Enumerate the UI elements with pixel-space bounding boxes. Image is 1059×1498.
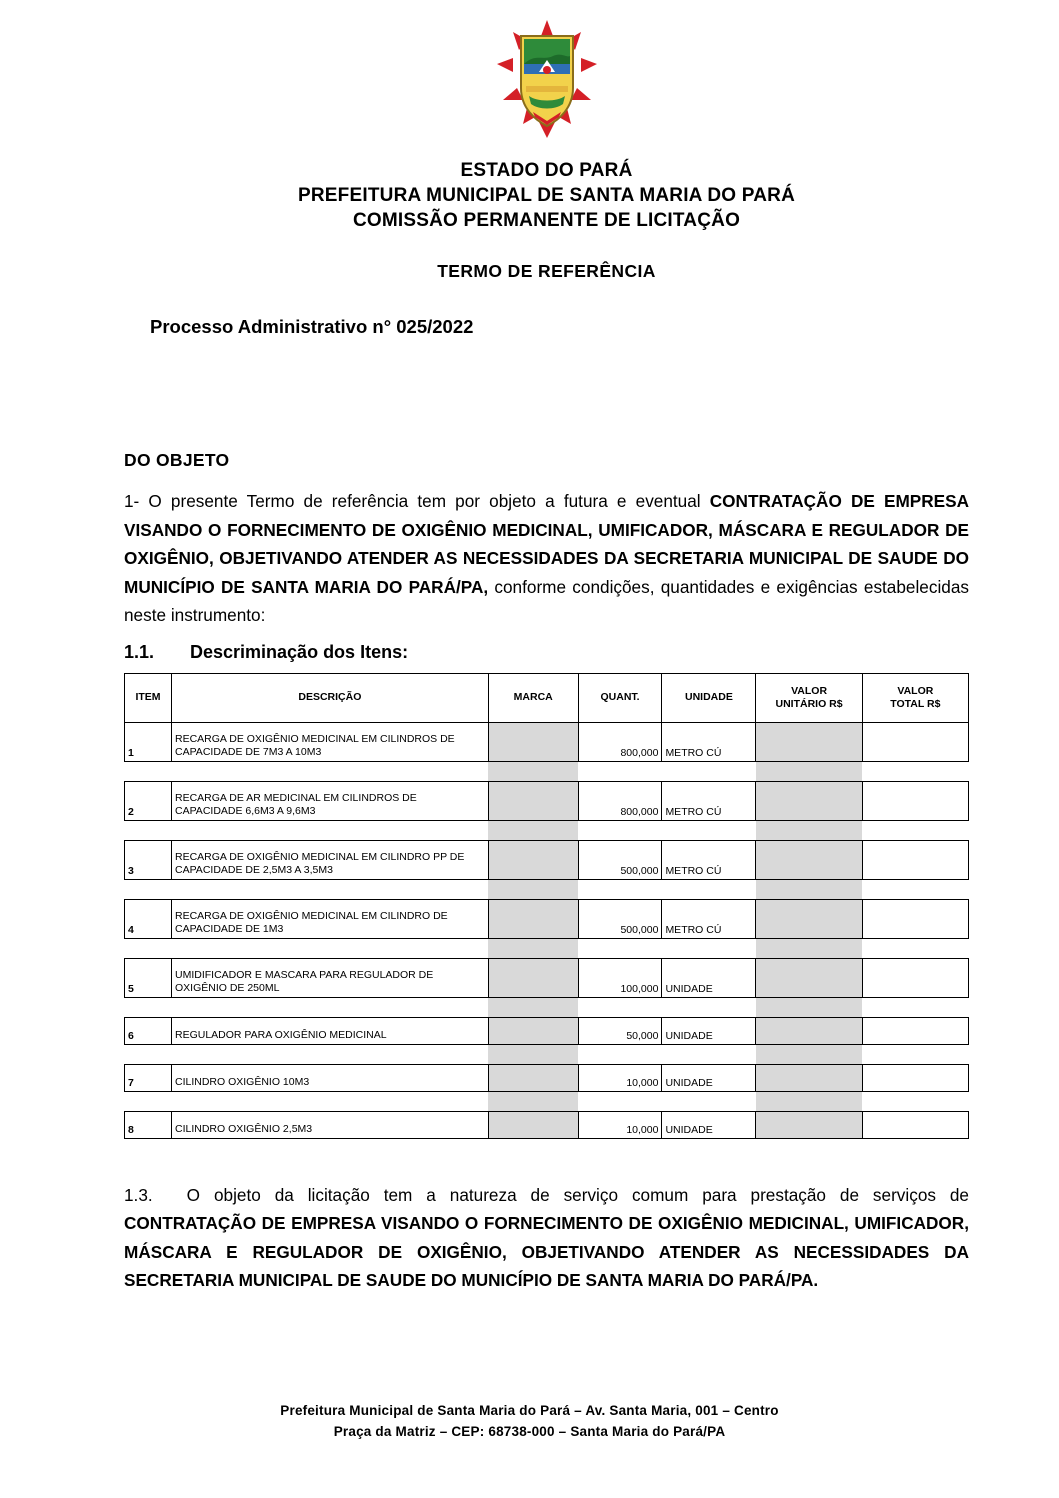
cell-marca: [488, 781, 578, 820]
paragraph-1-3-number: 1.3.: [124, 1184, 153, 1205]
paragraph-1-bold: CONTRATAÇÃO DE EMPRESA VISANDO O FORNECIMENTO DE OXIGÊNIO MEDICINAL, UMIFICADOR, MÁSCARA E REGULADOR DE OXIGÊNIO, OBJETIVANDO ATENDER AS NECESSIDADES DA SECRETARIA MUNICIPAL DE SAUDE DO MUNICÍPIO DE SANTA MARIA DO PARÁ/PA,: [124, 491, 969, 597]
table-spacer: [125, 1091, 969, 1111]
cell-valor-total: [862, 722, 968, 761]
header-line-1: ESTADO DO PARÁ: [460, 160, 633, 181]
cell-quant: 800,000: [578, 722, 662, 761]
cell-descricao: RECARGA DE OXIGÊNIO MEDICINAL EM CILINDRO DE CAPACIDADE DE 1M3: [172, 899, 489, 938]
table-spacer: [125, 938, 969, 958]
table-row: [125, 958, 969, 997]
th-valor-total-line1: VALOR: [897, 684, 934, 697]
items-table: [124, 673, 969, 1139]
cell-valor-total: [862, 899, 968, 938]
cell-unidade: METRO CÚ: [662, 840, 756, 879]
cell-marca: [488, 1064, 578, 1091]
table-row: [125, 1064, 969, 1091]
cell-unidade: METRO CÚ: [662, 899, 756, 938]
cell-quant: 100,000: [578, 958, 662, 997]
cell-quant: 10,000: [578, 1064, 662, 1091]
cell-quant: 500,000: [578, 899, 662, 938]
th-valor-unitario: [756, 673, 862, 722]
subsection-1-1: [124, 642, 969, 663]
table-row: [125, 722, 969, 761]
cell-descricao: UMIDIFICADOR E MASCARA PARA REGULADOR DE OXIGÊNIO DE 250ML: [172, 958, 489, 997]
cell-quant: 50,000: [578, 1017, 662, 1044]
cell-unidade: UNIDADE: [662, 958, 756, 997]
th-quant: QUANT.: [578, 673, 662, 722]
cell-valor-unitario: [756, 1064, 862, 1091]
document-title: TERMO DE REFERÊNCIA: [437, 261, 656, 281]
th-valor-total: [862, 673, 968, 722]
table-row: [125, 899, 969, 938]
cell-quant: 500,000: [578, 840, 662, 879]
paragraph-1: [124, 487, 969, 630]
cell-valor-total: [862, 840, 968, 879]
cell-marca: [488, 899, 578, 938]
table-spacer: [125, 997, 969, 1017]
cell-valor-total: [862, 1064, 968, 1091]
subsection-1-1-label: Descriminação dos Itens:: [190, 641, 409, 662]
cell-valor-total: [862, 781, 968, 820]
cell-valor-unitario: [756, 1017, 862, 1044]
cell-quant: 800,000: [578, 781, 662, 820]
table-row: [125, 840, 969, 879]
paragraph-1-3-pre: O objeto da licitação tem a natureza de serviço comum para prestação de serviços de: [186, 1184, 969, 1205]
cell-descricao: RECARGA DE AR MEDICINAL EM CILINDROS DE CAPACIDADE 6,6M3 A 9,6M3: [172, 781, 489, 820]
table-spacer: [125, 761, 969, 781]
paragraph-1-pre: 1- O presente Termo de referência tem por objeto a futura e eventual: [124, 491, 710, 511]
cell-descricao: RECARGA DE OXIGÊNIO MEDICINAL EM CILINDROS DE CAPACIDADE DE 7M3 A 10M3: [172, 722, 489, 761]
cell-unidade: UNIDADE: [662, 1017, 756, 1044]
cell-valor-unitario: [756, 899, 862, 938]
cell-item: 2: [125, 781, 172, 820]
cell-unidade: METRO CÚ: [662, 781, 756, 820]
paragraph-1-post: conforme condições, quantidades e exigências estabelecidas neste instrumento:: [124, 576, 969, 625]
table-row: [125, 1017, 969, 1044]
cell-valor-unitario: [756, 722, 862, 761]
table-header-row: [125, 673, 969, 722]
process-number: Processo Administrativo n° 025/2022: [150, 316, 474, 337]
cell-unidade: UNIDADE: [662, 1111, 756, 1138]
cell-item: 7: [125, 1064, 172, 1091]
cell-marca: [488, 1017, 578, 1044]
cell-item: 1: [125, 722, 172, 761]
cell-valor-unitario: [756, 781, 862, 820]
cell-unidade: METRO CÚ: [662, 722, 756, 761]
section-title-objeto: DO OBJETO: [124, 450, 230, 470]
cell-descricao: CILINDRO OXIGÊNIO 10M3: [172, 1064, 489, 1091]
cell-marca: [488, 722, 578, 761]
cell-descricao: REGULADOR PARA OXIGÊNIO MEDICINAL: [172, 1017, 489, 1044]
cell-valor-total: [862, 1111, 968, 1138]
th-valor-unitario-line2: UNITÁRIO R$: [775, 697, 843, 710]
footer-line-2: Praça da Matriz – CEP: 68738-000 – Santa Maria do Pará/PA: [333, 1424, 726, 1439]
cell-valor-total: [862, 958, 968, 997]
cell-item: 5: [125, 958, 172, 997]
subsection-1-1-number: 1.1.: [124, 641, 155, 662]
cell-marca: [488, 840, 578, 879]
paragraph-1-3-bold: CONTRATAÇÃO DE EMPRESA VISANDO O FORNECIMENTO DE OXIGÊNIO MEDICINAL, UMIFICADOR, MÁSCARA E REGULADOR DE OXIGÊNIO, OBJETIVANDO ATENDER AS NECESSIDADES DA SECRETARIA MUNICIPAL DE SAUDE DO MUNICÍPIO DE SANTA MARIA DO PARÁ/PA.: [124, 1213, 969, 1290]
cell-valor-total: [862, 1017, 968, 1044]
table-spacer: [125, 879, 969, 899]
page-footer: [0, 1400, 1059, 1442]
footer-line-1: Prefeitura Municipal de Santa Maria do Pará – Av. Santa Maria, 001 – Centro: [280, 1403, 779, 1418]
table-spacer: [125, 1044, 969, 1064]
crest-container: [124, 20, 969, 140]
table-row: [125, 781, 969, 820]
th-marca: MARCA: [488, 673, 578, 722]
cell-quant: 10,000: [578, 1111, 662, 1138]
cell-valor-unitario: [756, 1111, 862, 1138]
th-descricao: DESCRIÇÃO: [172, 673, 489, 722]
cell-item: 3: [125, 840, 172, 879]
cell-descricao: CILINDRO OXIGÊNIO 2,5M3: [172, 1111, 489, 1138]
coat-of-arms-icon: [493, 20, 601, 140]
cell-item: 6: [125, 1017, 172, 1044]
cell-descricao: RECARGA DE OXIGÊNIO MEDICINAL EM CILINDRO PP DE CAPACIDADE DE 2,5M3 A 3,5M3: [172, 840, 489, 879]
th-valor-total-line2: TOTAL R$: [890, 697, 941, 710]
paragraph-1-3: [124, 1181, 969, 1295]
cell-item: 4: [125, 899, 172, 938]
cell-valor-unitario: [756, 840, 862, 879]
cell-item: 8: [125, 1111, 172, 1138]
header-line-3: COMISSÃO PERMANENTE DE LICITAÇÃO: [352, 210, 741, 231]
header-line-2: PREFEITURA MUNICIPAL DE SANTA MARIA DO PARÁ: [298, 185, 795, 206]
table-row: [125, 1111, 969, 1138]
th-item: ITEM: [125, 673, 172, 722]
cell-valor-unitario: [756, 958, 862, 997]
th-valor-unitario-line1: VALOR: [791, 684, 828, 697]
cell-unidade: UNIDADE: [662, 1064, 756, 1091]
cell-marca: [488, 958, 578, 997]
th-unidade: UNIDADE: [662, 673, 756, 722]
table-spacer: [125, 820, 969, 840]
cell-marca: [488, 1111, 578, 1138]
